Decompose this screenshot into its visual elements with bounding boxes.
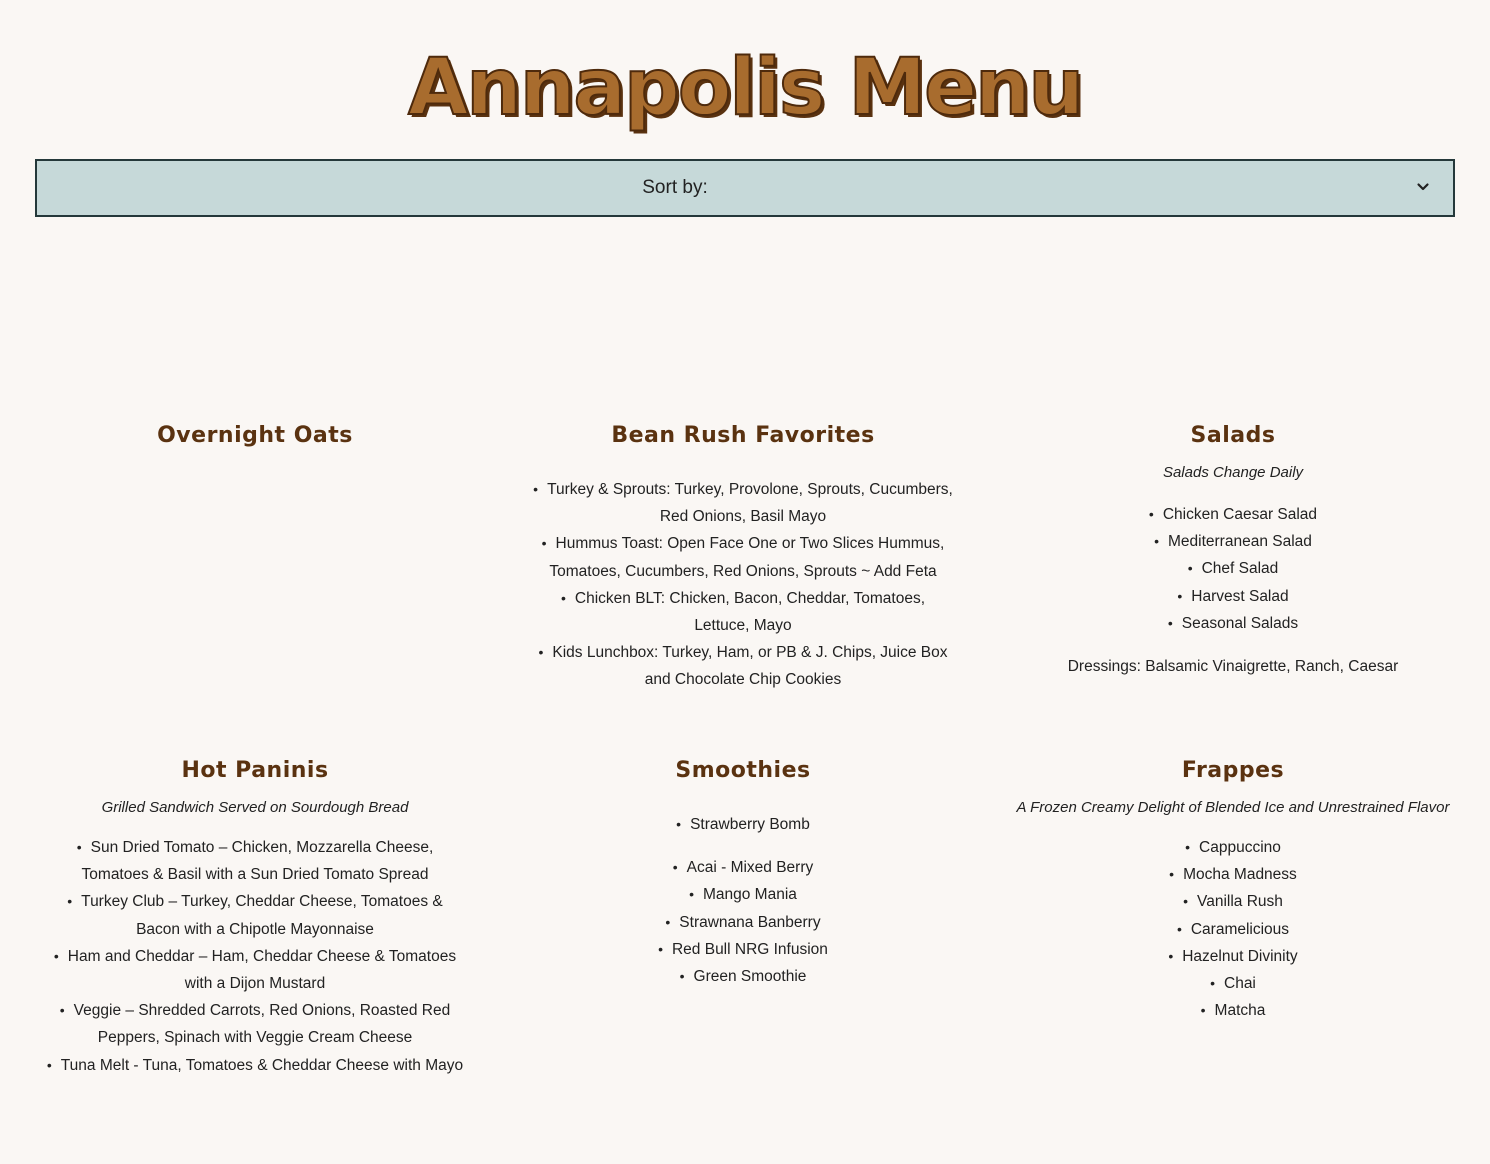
- dressings-note: Dressings: Balsamic Vinaigrette, Ranch, Caesar: [1067, 658, 1399, 676]
- list-item: • Cappuccino: [998, 834, 1468, 861]
- list-item: • Mango Mania: [508, 881, 978, 908]
- list-item: • Harvest Salad: [998, 583, 1468, 610]
- section-subtitle: Grilled Sandwich Served on Sourdough Bread: [101, 799, 409, 816]
- list-item: • Tuna Melt - Tuna, Tomatoes & Cheddar Cheese with Mayo: [45, 1052, 465, 1079]
- list-item: • Chicken Caesar Salad: [998, 501, 1468, 528]
- section-title: Bean Rush Favorites: [611, 423, 875, 448]
- item-list: [998, 834, 1468, 1024]
- list-item: • Chef Salad: [998, 555, 1468, 582]
- section-smoothies: [508, 756, 978, 990]
- list-item: • Mediterranean Salad: [998, 528, 1468, 555]
- list-item: • Acai - Mixed Berry: [508, 854, 978, 881]
- item-list: [998, 501, 1468, 637]
- list-item: • Ham and Cheddar – Ham, Cheddar Cheese & Tomatoes with a Dijon Mustard: [45, 943, 465, 997]
- list-item: • Veggie – Shredded Carrots, Red Onions, Roasted Red Peppers, Spinach with Veggie Cream Cheese: [45, 997, 465, 1051]
- section-overnight-oats: [20, 421, 490, 451]
- section-title: Smoothies: [675, 758, 811, 783]
- list-item: • Matcha: [998, 997, 1468, 1024]
- section-title: Hot Paninis: [181, 758, 329, 783]
- list-item: • Hummus Toast: Open Face One or Two Slices Hummus, Tomatoes, Cucumbers, Red Onions, Sprouts ~ Add Feta: [533, 530, 953, 584]
- section-title: Salads: [1190, 423, 1276, 448]
- list-item: • Mocha Madness: [998, 861, 1468, 888]
- item-list: [508, 811, 978, 838]
- section-title: Overnight Oats: [157, 423, 353, 448]
- list-item: • Caramelicious: [998, 916, 1468, 943]
- list-item: • Chicken BLT: Chicken, Bacon, Cheddar, Tomatoes, Lettuce, Mayo: [533, 585, 953, 639]
- list-item: • Strawberry Bomb: [508, 811, 978, 838]
- item-list: [45, 834, 465, 1079]
- chevron-down-icon: [1415, 179, 1431, 195]
- section-salads: [998, 421, 1468, 679]
- list-item: • Kids Lunchbox: Turkey, Ham, or PB & J. Chips, Juice Box and Chocolate Chip Cookies: [533, 639, 953, 693]
- list-item: • Turkey Club – Turkey, Cheddar Cheese, Tomatoes & Bacon with a Chipotle Mayonnaise: [45, 888, 465, 942]
- page-title: Annapolis Menu: [407, 43, 1083, 133]
- list-item: • Chai: [998, 970, 1468, 997]
- list-item: • Red Bull NRG Infusion: [508, 936, 978, 963]
- section-title: Frappes: [1181, 758, 1285, 783]
- section-frappes: [998, 756, 1468, 1024]
- list-item: • Hazelnut Divinity: [998, 943, 1468, 970]
- list-item: • Vanilla Rush: [998, 888, 1468, 915]
- sort-label: Sort by:: [642, 177, 708, 198]
- list-item: • Strawnana Banberry: [508, 909, 978, 936]
- list-item: • Seasonal Salads: [998, 610, 1468, 637]
- sort-select[interactable]: [35, 159, 1455, 217]
- list-item: • Turkey & Sprouts: Turkey, Provolone, Sprouts, Cucumbers, Red Onions, Basil Mayo: [533, 476, 953, 530]
- section-hot-paninis: [20, 756, 490, 1079]
- section-bean-rush-favorites: [508, 421, 978, 694]
- item-list: [533, 476, 953, 694]
- section-subtitle: Salads Change Daily: [1162, 464, 1304, 481]
- item-list: [508, 854, 978, 990]
- list-item: • Sun Dried Tomato – Chicken, Mozzarella Cheese, Tomatoes & Basil with a Sun Dried Tomato Spread: [45, 834, 465, 888]
- section-subtitle: A Frozen Creamy Delight of Blended Ice and Unrestrained Flavor: [1016, 799, 1450, 816]
- list-item: • Green Smoothie: [508, 963, 978, 990]
